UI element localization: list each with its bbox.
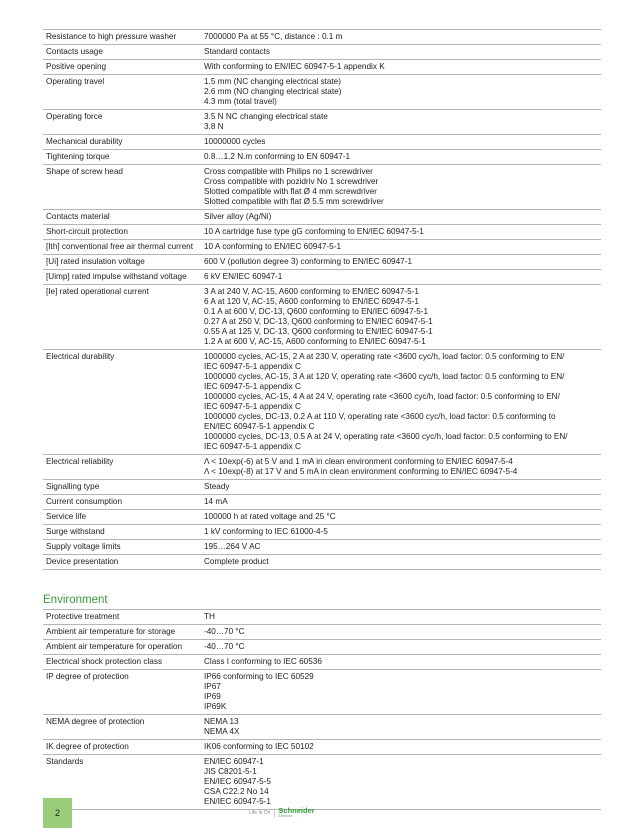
spec-value: [201, 350, 601, 455]
spec-label: NEMA degree of protection: [43, 715, 201, 740]
spec-label: Electrical durability: [43, 350, 201, 455]
spec-row: [43, 270, 601, 285]
spec-value-line: IK06 conforming to IEC 50102: [204, 742, 314, 751]
spec-value-line: EN/IEC 60947-5-1: [204, 797, 271, 806]
spec-value-line: 14 mA: [204, 497, 228, 506]
spec-value: [201, 270, 601, 285]
spec-label: Resistance to high pressure washer: [43, 30, 201, 45]
spec-label: Positive opening: [43, 60, 201, 75]
spec-value: [201, 510, 601, 525]
spec-value: [201, 555, 601, 570]
spec-label: Ambient air temperature for storage: [43, 625, 201, 640]
characteristics-table-body: [43, 30, 601, 570]
spec-label: Short-circuit protection: [43, 225, 201, 240]
spec-value-line: 3.8 N: [204, 122, 224, 131]
spec-label: Contacts usage: [43, 45, 201, 60]
spec-label: Standards: [43, 755, 201, 810]
spec-value-line: 2.6 mm (NO changing electrical state): [204, 87, 342, 96]
spec-row: [43, 45, 601, 60]
spec-value-line: IP67: [204, 682, 221, 691]
spec-value-line: 1.5 mm (NC changing electrical state): [204, 77, 341, 86]
environment-table-body: [43, 610, 601, 810]
brand-name: Schneider: [278, 806, 315, 815]
spec-value: [201, 610, 601, 625]
spec-value: [201, 480, 601, 495]
spec-row: [43, 640, 601, 655]
spec-value-line: IEC 60947-5-1 appendix C: [204, 442, 301, 451]
spec-row: [43, 740, 601, 755]
spec-value-line: Complete product: [204, 557, 269, 566]
spec-value: [201, 740, 601, 755]
spec-value: [201, 75, 601, 110]
spec-value-line: 0.55 A at 125 V, DC-13, Q600 conforming to EN/IEC 60947-5-1: [204, 327, 433, 336]
spec-value-line: 4.3 mm (total travel): [204, 97, 277, 106]
characteristics-table: [43, 29, 601, 570]
spec-value: [201, 135, 601, 150]
brand-subname: Electric: [278, 814, 293, 818]
spec-label: [Ie] rated operational current: [43, 285, 201, 350]
spec-row: [43, 225, 601, 240]
spec-value-line: 1000000 cycles, DC-13, 0.2 A at 110 V, operating rate <3600 cyc/h, load factor: 0.5 conforming to: [204, 412, 556, 421]
spec-row: [43, 150, 601, 165]
spec-value-line: 10 A cartridge fuse type gG conforming to EN/IEC 60947-5-1: [204, 227, 424, 236]
spec-value: [201, 285, 601, 350]
spec-value-line: 0.1 A at 600 V, DC-13, Q600 conforming to EN/IEC 60947-5-1: [204, 307, 429, 316]
spec-value-line: Cross compatible with pozidriv No 1 screwdriver: [204, 177, 379, 186]
spec-label: Electrical shock protection class: [43, 655, 201, 670]
spec-value-line: EN/IEC 60947-5-5: [204, 777, 271, 786]
spec-value-line: 10 A conforming to EN/IEC 60947-5-1: [204, 242, 341, 251]
spec-row: [43, 75, 601, 110]
spec-value-line: NEMA 4X: [204, 727, 240, 736]
spec-row: [43, 165, 601, 210]
spec-row: [43, 240, 601, 255]
spec-row: [43, 540, 601, 555]
spec-value-line: 1000000 cycles, AC-15, 3 A at 120 V, operating rate <3600 cyc/h, load factor: 0.5 conforming to EN/: [204, 372, 565, 381]
spec-value: [201, 45, 601, 60]
spec-value-line: IEC 60947-5-1 appendix C: [204, 362, 301, 371]
spec-label: Contacts material: [43, 210, 201, 225]
spec-value-line: Λ < 10exp(-8) at 17 V and 5 mA in clean environment conforming to EN/IEC 60947-5-4: [204, 467, 518, 476]
spec-value: [201, 165, 601, 210]
spec-value-line: 195…264 V AC: [204, 542, 261, 551]
environment-heading: Environment: [43, 594, 108, 606]
spec-row: [43, 210, 601, 225]
spec-value-line: 0.27 A at 250 V, DC-13, Q600 conforming to EN/IEC 60947-5-1: [204, 317, 433, 326]
spec-value-line: 100000 h at rated voltage and 25 °C: [204, 512, 336, 521]
spec-value-line: Λ < 10exp(-6) at 5 V and 1 mA in clean environment conforming to EN/IEC 60947-5-4: [204, 457, 513, 466]
spec-value-line: IP69: [204, 692, 221, 701]
spec-value-line: TH: [204, 612, 215, 621]
spec-row: [43, 255, 601, 270]
spec-label: Device presentation: [43, 555, 201, 570]
spec-label: Current consumption: [43, 495, 201, 510]
spec-value: [201, 670, 601, 715]
spec-value: [201, 60, 601, 75]
spec-value-line: Standard contacts: [204, 47, 270, 56]
spec-label: Ambient air temperature for operation: [43, 640, 201, 655]
spec-label: IK degree of protection: [43, 740, 201, 755]
spec-value-line: With conforming to EN/IEC 60947-5-1 appendix K: [204, 62, 385, 71]
spec-label: Mechanical durability: [43, 135, 201, 150]
spec-row: [43, 60, 601, 75]
spec-row: [43, 480, 601, 495]
spec-value: [201, 625, 601, 640]
spec-row: [43, 525, 601, 540]
spec-label: Operating force: [43, 110, 201, 135]
spec-value: [201, 210, 601, 225]
spec-value-line: 3 A at 240 V, AC-15, A600 conforming to EN/IEC 60947-5-1: [204, 287, 419, 296]
spec-value-line: 600 V (pollution degree 3) conforming to EN/IEC 60947-1: [204, 257, 412, 266]
spec-label: [Ui] rated insulation voltage: [43, 255, 201, 270]
spec-value-line: -40…70 °C: [204, 627, 245, 636]
spec-label: Shape of screw head: [43, 165, 201, 210]
spec-row: [43, 510, 601, 525]
spec-value-line: 1000000 cycles, AC-15, 2 A at 230 V, operating rate <3600 cyc/h, load factor: 0.5 conforming to EN/: [204, 352, 565, 361]
spec-value: [201, 110, 601, 135]
spec-row: [43, 135, 601, 150]
spec-label: [Ith] conventional free air thermal current: [43, 240, 201, 255]
spec-value: [201, 225, 601, 240]
spec-value: [201, 240, 601, 255]
spec-value: [201, 30, 601, 45]
spec-label: [Uimp] rated impulse withstand voltage: [43, 270, 201, 285]
spec-value-line: 10000000 cycles: [204, 137, 266, 146]
spec-row: [43, 655, 601, 670]
brand-tagline: Life Is On: [249, 809, 271, 816]
spec-value-line: -40…70 °C: [204, 642, 245, 651]
spec-value-line: EN/IEC 60947-1: [204, 757, 264, 766]
spec-label: Service life: [43, 510, 201, 525]
spec-value-line: EN/IEC 60947-5-1 appendix C: [204, 422, 315, 431]
spec-value-line: 1.2 A at 600 V, AC-15, A600 conforming to EN/IEC 60947-5-1: [204, 337, 426, 346]
spec-value: [201, 150, 601, 165]
spec-row: [43, 30, 601, 45]
spec-value-line: CSA C22.2 No 14: [204, 787, 269, 796]
spec-value-line: JIS C8201-5-1: [204, 767, 257, 776]
spec-value: [201, 525, 601, 540]
spec-value-line: 1000000 cycles, AC-15, 4 A at 24 V, operating rate <3600 cyc/h, load factor: 0.5 conforming to EN/: [204, 392, 560, 401]
spec-value-line: Class I conforming to IEC 60536: [204, 657, 322, 666]
environment-table: [43, 609, 601, 810]
spec-value-line: 1000000 cycles, DC-13, 0.5 A at 24 V, operating rate <3600 cyc/h, load factor: 0.5 conforming to EN/: [204, 432, 568, 441]
spec-value-line: Slotted compatible with flat Ø 4 mm screwdriver: [204, 187, 377, 196]
page-footer: [43, 798, 601, 828]
spec-value: [201, 640, 601, 655]
brand-divider: [274, 808, 275, 818]
spec-value-line: IEC 60947-5-1 appendix C: [204, 402, 301, 411]
brand-logo: [249, 807, 315, 818]
datasheet-page: [43, 29, 601, 810]
spec-label: IP degree of protection: [43, 670, 201, 715]
spec-label: Electrical reliability: [43, 455, 201, 480]
spec-value-line: 0.8…1.2 N.m conforming to EN 60947-1: [204, 152, 351, 161]
spec-value-line: 3.5 N NC changing electrical state: [204, 112, 328, 121]
spec-value-line: IEC 60947-5-1 appendix C: [204, 382, 301, 391]
spec-value: [201, 495, 601, 510]
page-number: 2: [43, 798, 72, 828]
spec-label: Tightening torque: [43, 150, 201, 165]
spec-row: [43, 495, 601, 510]
spec-row: [43, 625, 601, 640]
spec-value: [201, 655, 601, 670]
spec-label: Supply voltage limits: [43, 540, 201, 555]
spec-value-line: 7000000 Pa at 55 °C, distance : 0.1 m: [204, 32, 343, 41]
spec-label: Surge withstand: [43, 525, 201, 540]
spec-value-line: Cross compatible with Philips no 1 screwdriver: [204, 167, 373, 176]
spec-row: [43, 285, 601, 350]
spec-value: [201, 540, 601, 555]
spec-value: [201, 455, 601, 480]
spec-row: [43, 555, 601, 570]
spec-value-line: NEMA 13: [204, 717, 239, 726]
spec-value-line: Silver alloy (Ag/Ni): [204, 212, 272, 221]
spec-value-line: Slotted compatible with flat Ø 5.5 mm screwdriver: [204, 197, 384, 206]
spec-value: [201, 255, 601, 270]
spec-value-line: 6 A at 120 V, AC-15, A600 conforming to EN/IEC 60947-5-1: [204, 297, 419, 306]
spec-value-line: IP69K: [204, 702, 227, 711]
spec-label: Operating travel: [43, 75, 201, 110]
spec-value-line: IP66 conforming to IEC 60529: [204, 672, 314, 681]
spec-row: [43, 670, 601, 715]
spec-label: Signalling type: [43, 480, 201, 495]
spec-value: [201, 715, 601, 740]
spec-value-line: 6 kV EN/IEC 60947-1: [204, 272, 283, 281]
spec-label: Protective treatment: [43, 610, 201, 625]
spec-row: [43, 110, 601, 135]
spec-row: [43, 610, 601, 625]
spec-row: [43, 715, 601, 740]
spec-value-line: Steady: [204, 482, 230, 491]
spec-row: [43, 455, 601, 480]
spec-row: [43, 350, 601, 455]
spec-value-line: 1 kV conforming to IEC 61000-4-5: [204, 527, 328, 536]
